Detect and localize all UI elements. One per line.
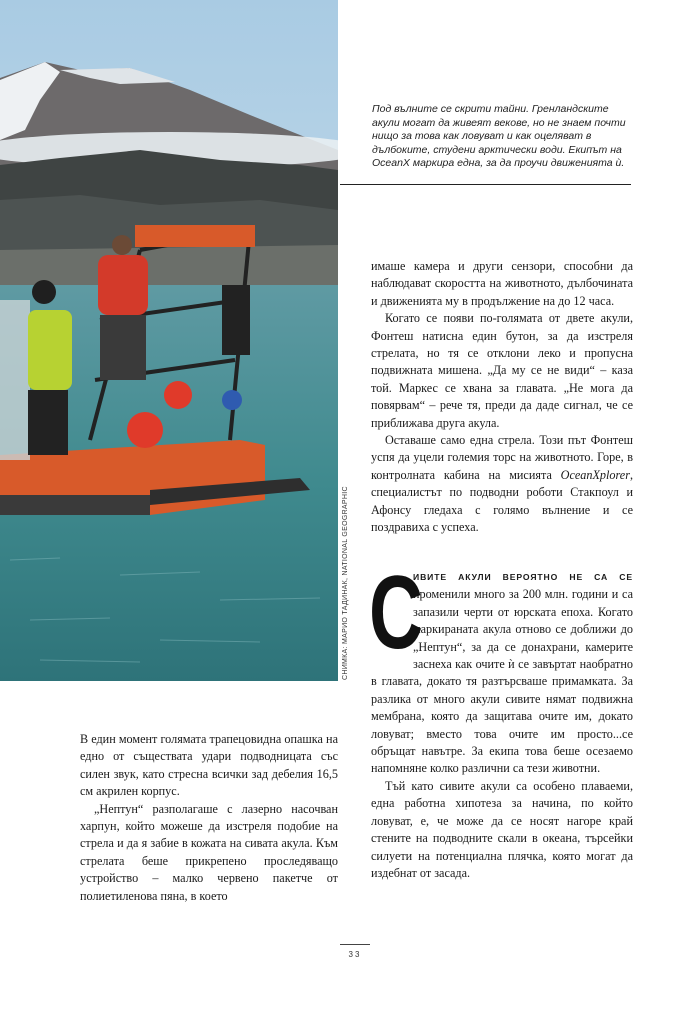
right-column-top: [371, 258, 633, 537]
paragraph: имаше камера и други сензори, способни да наблюдават скоростта на животното, дълбочината и движенията му в продължение на до 12 часа.: [371, 259, 633, 308]
dropcap-paragraph: [369, 555, 633, 778]
paragraph: Когато се появи по-голямата от двете акули, Фонтеш натисна един бутон, за да изстреля стрелата, но тя се отклони леко и пропусна подвижната мишена. „Да му се не види“ – каза той. Маркес се хвана за главата. „Не мога да повярвам“ – рече тя, преди да даде сигнал, че се приближава друга акула.: [371, 311, 633, 430]
paragraph: „Нептун“ разполагаше с лазерно насочван харпун, който можеше да изстреля подобие на стрела и да я забие в кожата на сивата акула. Към стрелата беше прикрепено проследяващо устройство – малко червено пакетче от полиетиленова пяна, в което: [80, 801, 338, 903]
boat-photo: [0, 0, 338, 681]
left-column: [80, 731, 338, 905]
page-number-rule: [340, 944, 370, 945]
page-number: 33: [348, 950, 362, 959]
caption-text-italic: OceanX: [372, 157, 410, 169]
paragraph-text: променили много за 200 млн. години и са запазили черти от юрската епоха. Когато маркираната акула отново се доближи до „Нептун“, за да се донахрани, камерите заснеха как очите ѝ се завъртат наобратно в главата, докато тя разтърсваше примамката. За разлика от много акули сивите нямат подвижна мембрана, която да защитава очите им, докато ловуват; вместо това очите им просто...се обръщат навътре. За екипа това беше осезаемо напомняне колко различни са тези животни.: [371, 587, 633, 776]
mission-name: OceanXplorer: [560, 467, 630, 482]
caption-divider: [340, 184, 631, 185]
lead-in: ИВИТЕ АКУЛИ ВЕРОЯТНО НЕ СА СЕ: [413, 572, 633, 582]
paragraph: В един момент голямата трапецовидна опашка на едно от съществата удари подводницата със силен звук, като стресна всички зад дебелия 16,5 см акрилен корпус.: [80, 732, 338, 799]
paragraph-text: , специалистът по подводни роботи Стакпоул и Афонсу гледаха с голямо вълнение и се поздравиха с успеха.: [371, 467, 633, 535]
right-column-bottom: [369, 555, 633, 882]
photo-credit-text: СНИМКА: МАРИО ТАДИНАК, NATIONAL GEOGRAPHIC: [342, 486, 349, 680]
caption-text-2: маркира една, за да проучи движенията ѝ.: [409, 157, 625, 169]
photo-caption: [372, 103, 634, 171]
paragraph: Тъй като сивите акули са особено плаваеми, една работна хипотеза за начина, по който ловуват, е, че може да се носят нагоре край стените на подводните скали в океана, търсейки силуети на потенциална плячка, която могат да издебнат от засада.: [371, 778, 633, 880]
paragraph: [371, 432, 633, 536]
boat-photo-illustration: [0, 0, 338, 681]
drop-cap: С: [369, 555, 424, 671]
photo-credit: [342, 486, 353, 680]
paragraph-text: Оставаше само една стрела. Този път Фонтеш успя да уцели големия торс на животното. Горе, в контролната кабина на мисията: [371, 433, 633, 482]
caption-text-1: Под вълните се скрити тайни. Гренландските акули могат да живеят векове, но не знаем почти нищо за това как ловуват и как оцеляват в дълбоките, студени арктически води. Екипът на: [372, 103, 626, 156]
